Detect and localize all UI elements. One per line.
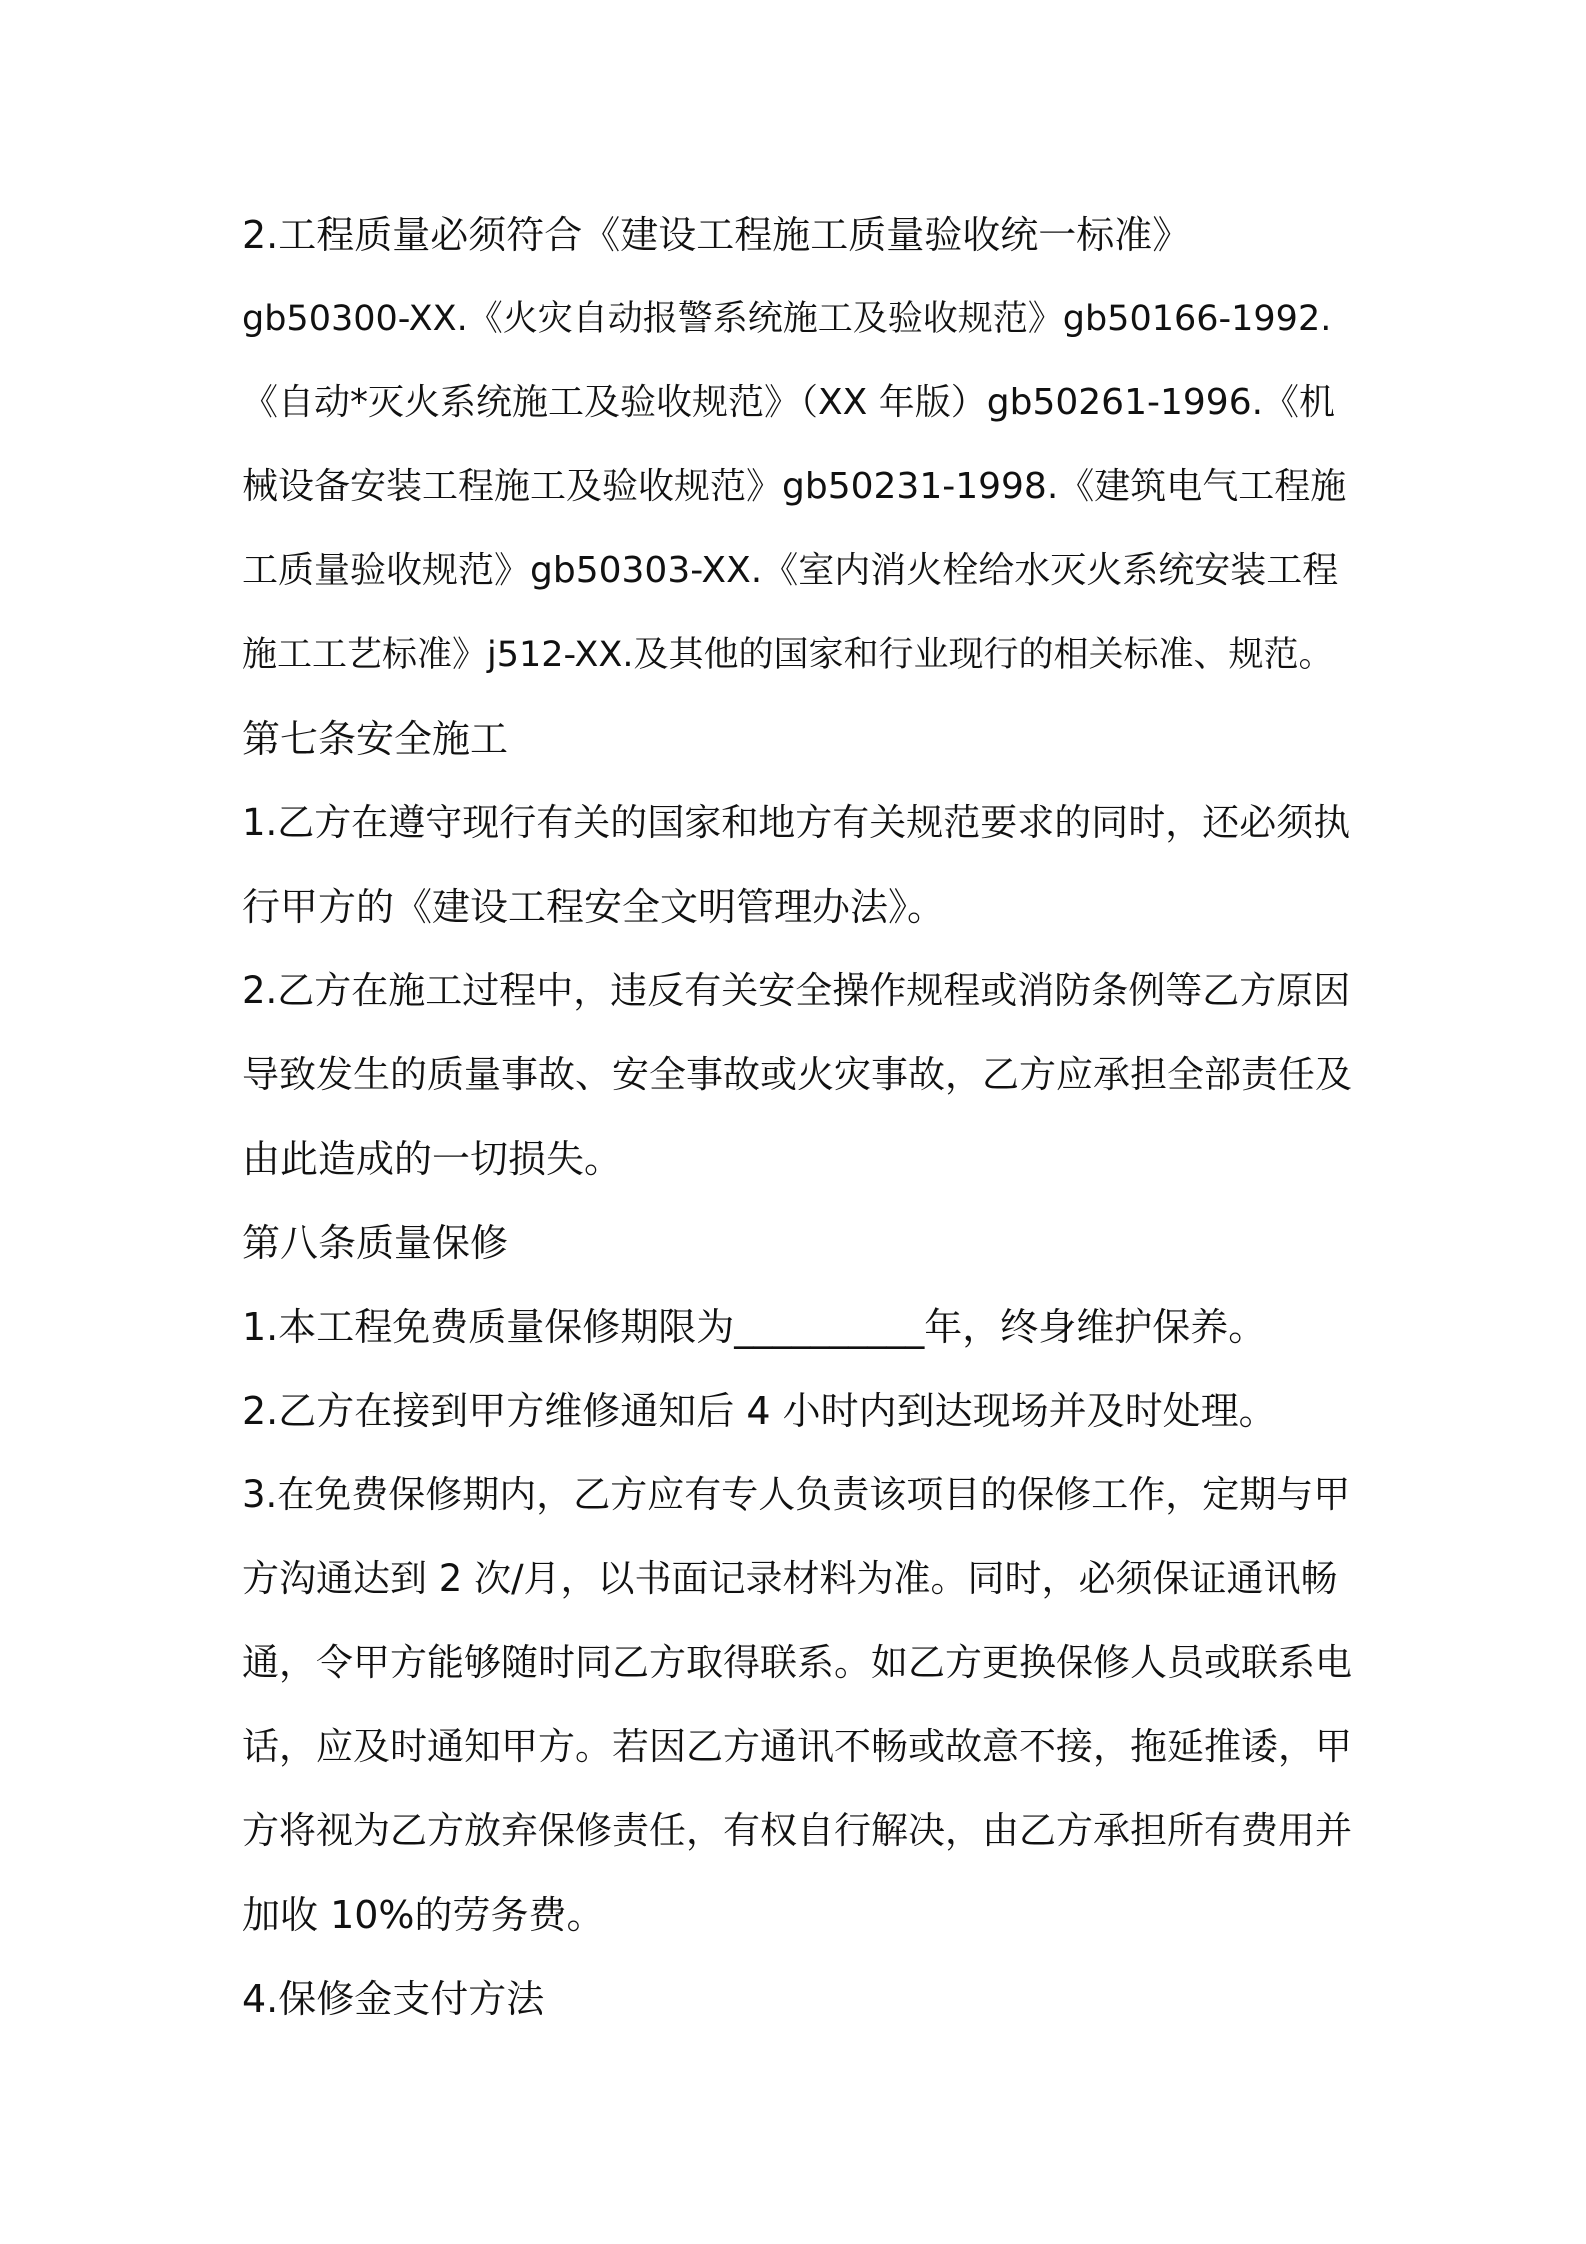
- text-line: 2.工程质量必须符合《建设工程施工质量验收统一标准》: [242, 213, 1191, 257]
- document-body: [242, 193, 1352, 2041]
- section-heading: 第七条安全施工: [242, 717, 509, 761]
- text-line: 导致发生的质量事故、安全事故或火灾事故，乙方应承担全部责任及: [242, 1053, 1352, 1096]
- text-line: 工质量验收规范》gb50303-XX.《室内消火栓给水灭火系统安装工程: [242, 550, 1339, 591]
- text-line: 械设备安装工程施工及验收规范》gb50231-1998.《建筑电气工程施: [242, 466, 1347, 507]
- section-heading: 第八条质量保修: [242, 1221, 509, 1265]
- text-line: 4.保修金支付方法: [242, 1977, 545, 2021]
- text-line: 2.乙方在施工过程中，违反有关安全操作规程或消防条例等乙方原因: [242, 969, 1351, 1012]
- text-line: 方将视为乙方放弃保修责任，有权自行解决，由乙方承担所有费用并: [242, 1809, 1352, 1852]
- text-line: 施工工艺标准》j512-XX.及其他的国家和行业现行的相关标准、规范。: [242, 635, 1334, 675]
- text-line: gb50300-XX.《火灾自动报警系统施工及验收规范》gb50166-1992.: [242, 299, 1332, 339]
- text-line: 行甲方的《建设工程安全文明管理办法》。: [242, 885, 946, 929]
- text-line: 话，应及时通知甲方。若因乙方通讯不畅或故意不接，拖延推诿，甲: [242, 1725, 1352, 1768]
- text-line: 由此造成的一切损失。: [242, 1137, 623, 1181]
- text-line: 1.本工程免费质量保修期限为__________年，终身维护保养。: [242, 1305, 1267, 1349]
- text-line: 《自动*灭火系统施工及验收规范》（XX 年版）gb50261-1996.《机: [242, 382, 1336, 423]
- text-line: 方沟通达到 2 次/月，以书面记录材料为准。同时，必须保证通讯畅: [242, 1557, 1338, 1600]
- text-line: 加收 10%的劳务费。: [242, 1893, 605, 1937]
- text-line: 3.在免费保修期内，乙方应有专人负责该项目的保修工作，定期与甲: [242, 1473, 1351, 1516]
- text-line: 2.乙方在接到甲方维修通知后 4 小时内到达现场并及时处理。: [242, 1389, 1277, 1433]
- text-line: 通，令甲方能够随时同乙方取得联系。如乙方更换保修人员或联系电: [242, 1641, 1352, 1684]
- text-line: 1.乙方在遵守现行有关的国家和地方有关规范要求的同时，还必须执: [242, 801, 1351, 844]
